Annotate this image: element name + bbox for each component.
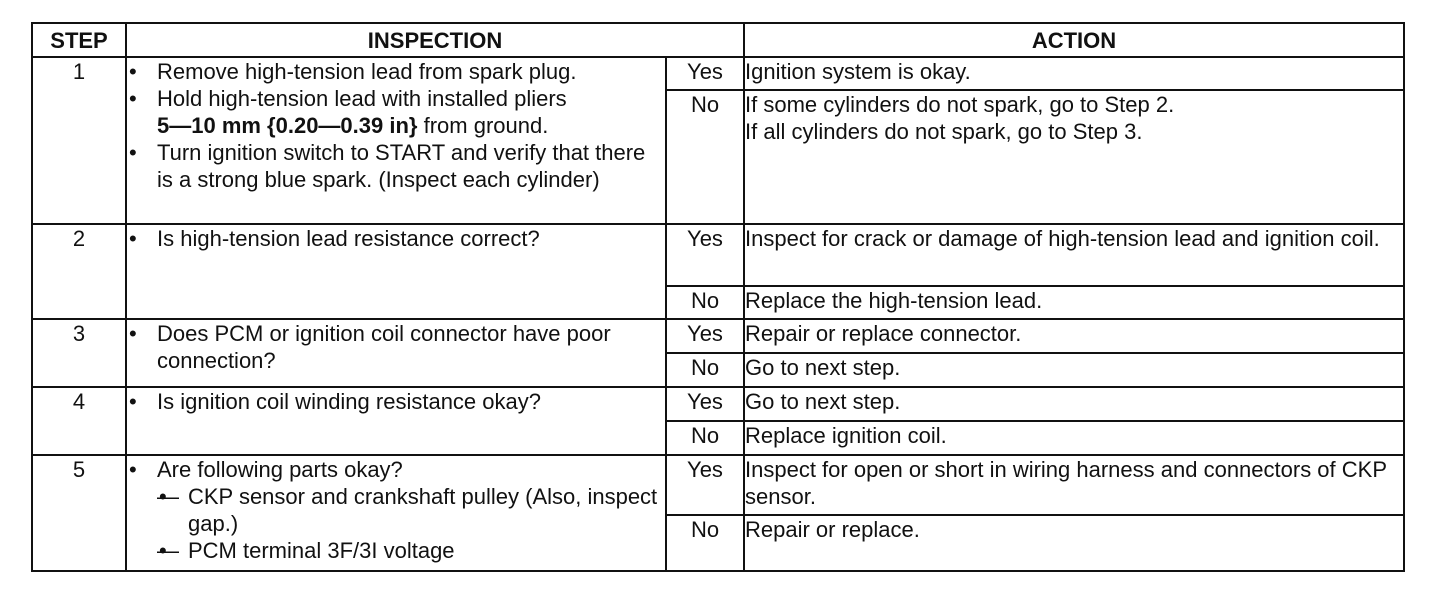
action-text: Repair or replace. (744, 515, 1404, 571)
inspection-cell (126, 455, 666, 571)
no-label: No (666, 90, 744, 224)
yes-label: Yes (666, 387, 744, 421)
no-label: No (666, 515, 744, 571)
sub-item: • — PCM terminal 3F/3I voltage (157, 537, 665, 564)
table-row (32, 455, 1404, 515)
no-label: No (666, 286, 744, 319)
action-text: Ignition system is okay. (744, 57, 1404, 90)
inspection-bullet: • Does PCM or ignition coil connector have poor connection? (127, 320, 665, 374)
inspection-bullet: • Turn ignition switch to START and verify that there is a strong blue spark. (Inspect each cylinder) (127, 139, 665, 193)
sub-item: • — CKP sensor and crankshaft pulley (Also, inspect gap.) (157, 483, 665, 537)
step-number: 4 (32, 387, 126, 455)
inspection-cell (126, 387, 666, 455)
action-text: Inspect for open or short in wiring harness and connectors of CKP sensor. (744, 455, 1404, 515)
action-text: Repair or replace connector. (744, 319, 1404, 353)
header-step: STEP (32, 23, 126, 57)
table-row (32, 387, 1404, 421)
table-row (32, 57, 1404, 90)
action-text: Go to next step. (744, 387, 1404, 421)
no-label: No (666, 353, 744, 387)
table-row (32, 224, 1404, 286)
inspection-bullet: • Are following parts okay? • — CKP sensor and crankshaft pulley (Also, inspect gap.) • — PCM terminal 3F/3I voltage (127, 456, 665, 564)
action-text: Inspect for crack or damage of high-tension lead and ignition coil. (744, 224, 1404, 286)
header-action: ACTION (744, 23, 1404, 57)
yes-label: Yes (666, 224, 744, 286)
action-text: If some cylinders do not spark, go to Step 2. If all cylinders do not spark, go to Step 3. (744, 90, 1404, 224)
action-text: Replace the high-tension lead. (744, 286, 1404, 319)
step-number: 5 (32, 455, 126, 571)
diagnostic-table (31, 22, 1405, 572)
inspection-bullet: • Is high-tension lead resistance correct? (127, 225, 665, 252)
inspection-cell (126, 57, 666, 224)
yes-label: Yes (666, 319, 744, 353)
header-inspection: INSPECTION (126, 23, 744, 57)
inspection-bullet: • Hold high-tension lead with installed pliers 5—10 mm {0.20—0.39 in} from ground. (127, 85, 665, 139)
action-text: Go to next step. (744, 353, 1404, 387)
step-number: 1 (32, 57, 126, 224)
no-label: No (666, 421, 744, 455)
step-number: 2 (32, 224, 126, 319)
inspection-cell (126, 319, 666, 387)
yes-label: Yes (666, 455, 744, 515)
inspection-bullet: • Is ignition coil winding resistance okay? (127, 388, 665, 415)
step-number: 3 (32, 319, 126, 387)
header-row (32, 23, 1404, 57)
spec-value: 5—10 mm {0.20—0.39 in} (157, 113, 418, 138)
inspection-bullet: • Remove high-tension lead from spark plug. (127, 58, 665, 85)
action-text: Replace ignition coil. (744, 421, 1404, 455)
inspection-cell (126, 224, 666, 319)
yes-label: Yes (666, 57, 744, 90)
table-row (32, 319, 1404, 353)
